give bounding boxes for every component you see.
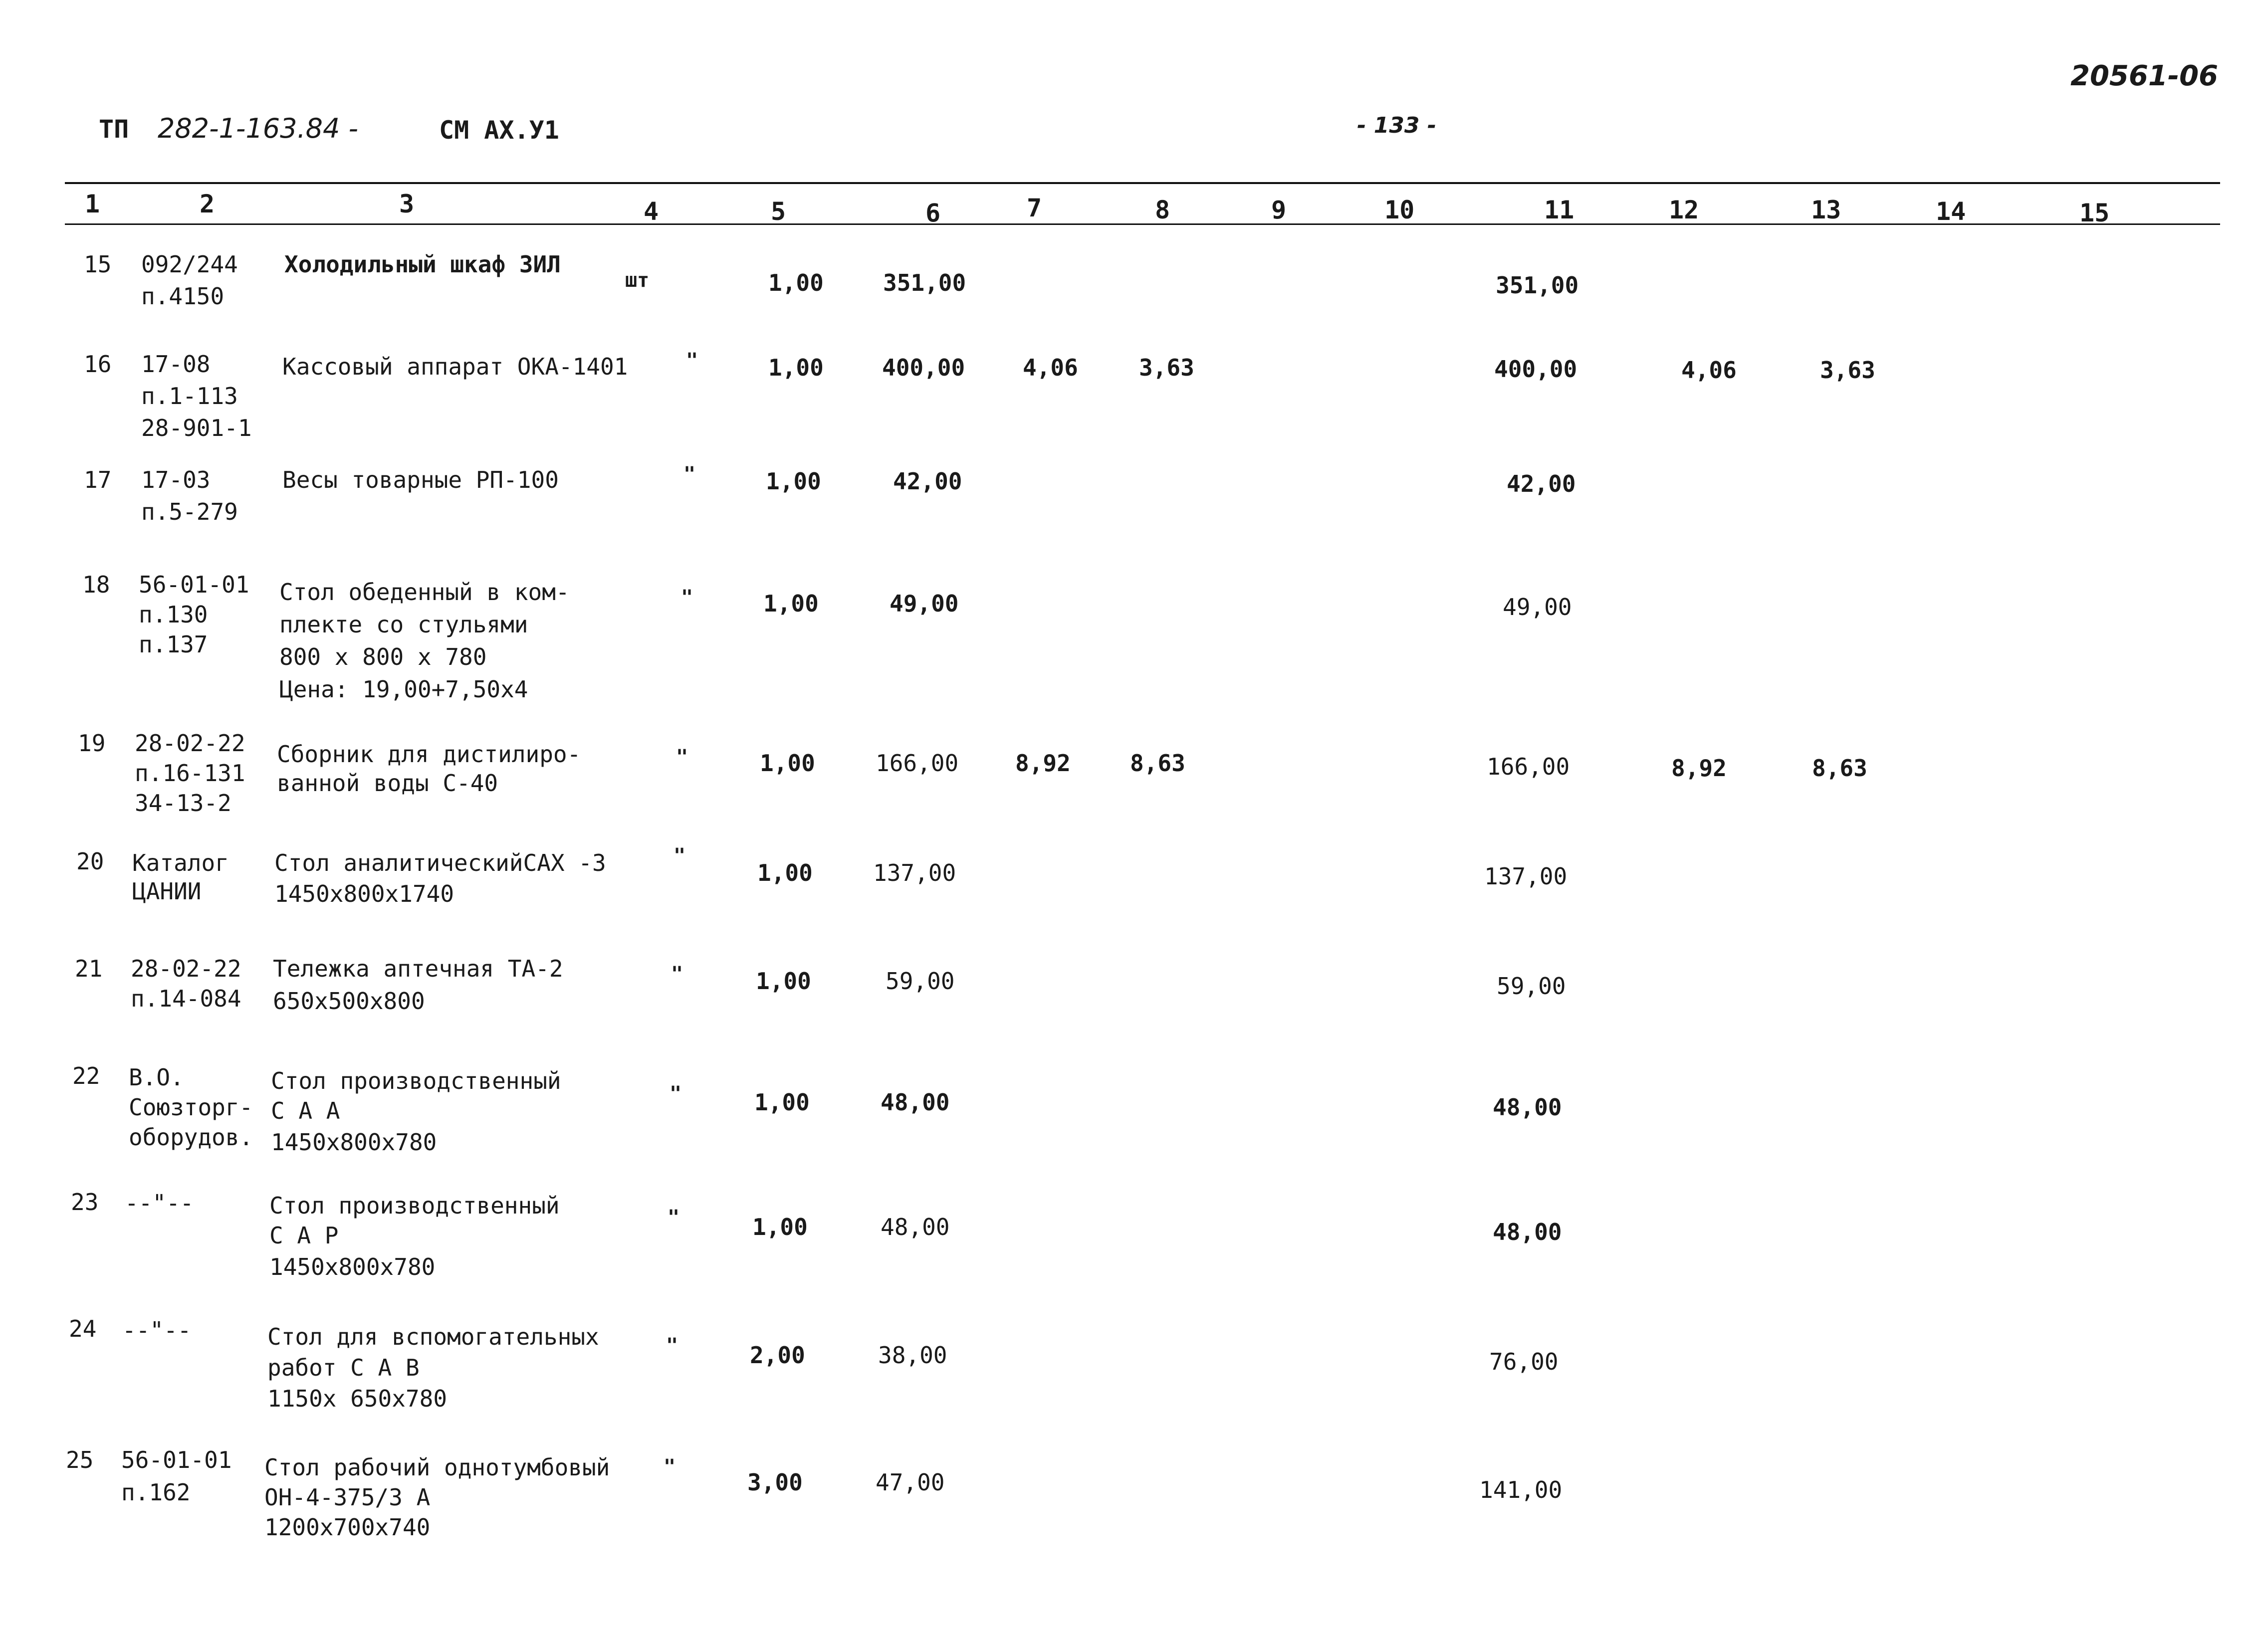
item-code-line: 56-01-01 bbox=[139, 571, 249, 598]
column-number: 12 bbox=[1669, 196, 1699, 224]
column-number: 9 bbox=[1271, 196, 1287, 224]
item-code-line: п.162 bbox=[121, 1479, 191, 1506]
item-code-line: 56-01-01 bbox=[121, 1446, 232, 1473]
unit-price: 59,00 bbox=[886, 968, 955, 995]
total-cost: 76,00 bbox=[1489, 1348, 1559, 1375]
item-code-line: п.1-113 bbox=[141, 383, 238, 410]
item-name-line: ванной воды С-40 bbox=[277, 770, 498, 797]
item-name-line: Весы товарные РП-100 bbox=[282, 466, 559, 493]
item-name-line: Кассовый аппарат ОКА-1401 bbox=[282, 353, 628, 380]
column-number: 7 bbox=[1027, 194, 1042, 222]
total-cost: 166,00 bbox=[1487, 753, 1570, 780]
col13-value: 8,63 bbox=[1812, 755, 1867, 782]
doc-suffix: СМ АХ.У1 bbox=[439, 116, 559, 145]
item-code-line: В.О. bbox=[129, 1064, 184, 1091]
unit-price: 351,00 bbox=[883, 269, 966, 296]
ditto-code: --"-- bbox=[122, 1317, 192, 1344]
ditto-code: --"-- bbox=[125, 1190, 194, 1217]
total-cost: 48,00 bbox=[1493, 1219, 1562, 1245]
quantity: 1,00 bbox=[768, 354, 824, 381]
item-name-line: Стол аналитическийСАХ -3 bbox=[274, 849, 606, 876]
item-name-line: С А Р bbox=[269, 1222, 339, 1249]
item-code-line: п.14-084 bbox=[131, 985, 241, 1012]
row-number: 25 bbox=[66, 1446, 94, 1473]
quantity: 1,00 bbox=[754, 1089, 810, 1116]
row-number: 19 bbox=[78, 730, 106, 757]
unit-price: 47,00 bbox=[876, 1469, 945, 1496]
quantity: 1,00 bbox=[766, 468, 821, 495]
item-code-line: п.4150 bbox=[141, 283, 225, 310]
column-number: 1 bbox=[85, 190, 100, 218]
item-name-line: плекте со стульями bbox=[279, 611, 528, 638]
item-name-line: 650х500х800 bbox=[273, 988, 425, 1015]
unit-price: 137,00 bbox=[873, 859, 956, 886]
quantity: 3,00 bbox=[747, 1469, 803, 1496]
item-code-line: п.5-279 bbox=[141, 498, 238, 525]
item-code-line: 28-02-22 bbox=[135, 730, 245, 757]
ditto-mark: " bbox=[681, 586, 693, 609]
item-name-line: С А А bbox=[271, 1097, 340, 1124]
table-top-rule bbox=[65, 182, 2220, 184]
item-code-line: 17-08 bbox=[141, 351, 211, 378]
item-name-line: Стол рабочий однотумбовый bbox=[264, 1454, 610, 1481]
quantity: 1,00 bbox=[756, 968, 811, 995]
total-cost: 49,00 bbox=[1503, 594, 1572, 620]
unit-price: 48,00 bbox=[881, 1089, 950, 1116]
doc-prefix: ТП bbox=[99, 115, 129, 144]
unit-price: 42,00 bbox=[893, 468, 962, 495]
item-code-line: п.137 bbox=[139, 631, 208, 658]
item-code-line: оборудов. bbox=[129, 1124, 253, 1151]
column-number: 8 bbox=[1155, 196, 1170, 224]
item-name-line: работ С А В bbox=[267, 1354, 420, 1381]
ditto-mark: " bbox=[664, 1455, 676, 1478]
item-code-line: 28-901-1 bbox=[141, 414, 252, 441]
row-number: 15 bbox=[84, 251, 112, 278]
column-number: 3 bbox=[399, 190, 415, 218]
total-cost: 48,00 bbox=[1493, 1094, 1562, 1121]
item-name-line: 800 х 800 х 780 bbox=[279, 643, 487, 670]
column-number: 10 bbox=[1384, 196, 1415, 224]
unit-price: 38,00 bbox=[878, 1342, 947, 1369]
ditto-mark: " bbox=[668, 1206, 680, 1229]
ditto-mark: " bbox=[683, 463, 696, 486]
page-number: - 133 - bbox=[1357, 113, 1437, 138]
column-number: 5 bbox=[771, 197, 786, 226]
column-number: 4 bbox=[644, 197, 659, 226]
row-number: 17 bbox=[84, 466, 112, 493]
col8-value: 3,63 bbox=[1139, 354, 1194, 381]
unit-price: 49,00 bbox=[890, 590, 959, 617]
total-cost: 137,00 bbox=[1484, 863, 1568, 890]
item-code-line: Союзторг- bbox=[129, 1094, 253, 1121]
column-number: 6 bbox=[925, 199, 941, 227]
item-name-line: 1150х 650х780 bbox=[267, 1385, 448, 1412]
column-number: 14 bbox=[1936, 197, 1966, 226]
total-cost: 400,00 bbox=[1494, 356, 1578, 383]
unit-price: 400,00 bbox=[882, 354, 965, 381]
item-code-line: п.130 bbox=[139, 601, 208, 628]
item-name-line: Цена: 19,00+7,50х4 bbox=[279, 676, 528, 703]
quantity: 1,00 bbox=[752, 1214, 808, 1240]
item-code-line: 28-02-22 bbox=[131, 955, 241, 982]
ditto-mark: " bbox=[670, 1082, 682, 1105]
item-code-line: 34-13-2 bbox=[135, 790, 231, 817]
col12-value: 8,92 bbox=[1671, 755, 1727, 782]
unit: шт bbox=[625, 269, 650, 292]
quantity: 1,00 bbox=[760, 750, 815, 777]
total-cost: 59,00 bbox=[1497, 973, 1566, 1000]
column-number: 2 bbox=[200, 190, 215, 218]
total-cost: 141,00 bbox=[1479, 1476, 1563, 1503]
quantity: 1,00 bbox=[763, 590, 819, 617]
row-number: 23 bbox=[71, 1189, 99, 1216]
column-number: 13 bbox=[1811, 196, 1841, 224]
item-name-line: Холодильный шкаф ЗИЛ bbox=[284, 251, 561, 278]
ditto-mark: " bbox=[671, 963, 683, 986]
row-number: 18 bbox=[82, 571, 110, 598]
item-name-line: Сборник для дистилиро- bbox=[277, 741, 581, 768]
item-name-line: Стол производственный bbox=[271, 1067, 561, 1094]
item-name-line: 1450х800х1740 bbox=[274, 880, 454, 907]
col7-value: 4,06 bbox=[1023, 354, 1078, 381]
ditto-mark: " bbox=[686, 349, 698, 372]
row-number: 16 bbox=[84, 351, 112, 378]
quantity: 1,00 bbox=[757, 859, 813, 886]
corner-handwritten-number: 20561-06 bbox=[2070, 60, 2218, 92]
total-cost: 351,00 bbox=[1496, 272, 1579, 299]
item-code-line: ЦАНИИ bbox=[132, 878, 202, 905]
col7-value: 8,92 bbox=[1015, 750, 1071, 777]
col8-value: 8,63 bbox=[1130, 750, 1185, 777]
ditto-mark: " bbox=[674, 844, 686, 867]
item-code-line: 092/244 bbox=[141, 251, 238, 278]
item-code-line: 17-03 bbox=[141, 466, 211, 493]
doc-number: 282-1-163.84 - bbox=[158, 113, 358, 144]
item-code-line: Каталог bbox=[132, 849, 229, 876]
item-code-line: п.16-131 bbox=[135, 760, 245, 787]
row-number: 22 bbox=[72, 1062, 100, 1089]
col12-value: 4,06 bbox=[1681, 357, 1737, 384]
item-name-line: 1450х800х780 bbox=[271, 1129, 437, 1156]
ditto-mark: " bbox=[676, 746, 688, 769]
ditto-mark: " bbox=[666, 1334, 679, 1357]
column-number: 11 bbox=[1544, 196, 1575, 224]
unit-price: 48,00 bbox=[881, 1214, 950, 1240]
item-name-line: Стол для вспомогательных bbox=[267, 1323, 599, 1350]
row-number: 24 bbox=[69, 1315, 97, 1342]
total-cost: 42,00 bbox=[1507, 470, 1576, 497]
item-name-line: 1200х700х740 bbox=[264, 1514, 431, 1541]
item-name-line: 1450х800х780 bbox=[269, 1253, 436, 1280]
quantity: 2,00 bbox=[750, 1342, 805, 1369]
item-name-line: Стол производственный bbox=[269, 1192, 560, 1219]
item-name-line: Стол обеденный в ком- bbox=[279, 579, 570, 606]
table-header-rule bbox=[65, 223, 2220, 225]
row-number: 21 bbox=[75, 955, 103, 982]
item-name-line: ОН-4-375/3 А bbox=[264, 1484, 431, 1511]
row-number: 20 bbox=[76, 848, 104, 875]
quantity: 1,00 bbox=[768, 269, 824, 296]
unit-price: 166,00 bbox=[876, 750, 959, 777]
col13-value: 3,63 bbox=[1820, 357, 1875, 384]
column-number: 15 bbox=[2079, 199, 2110, 227]
item-name-line: Тележка аптечная ТА-2 bbox=[273, 955, 563, 982]
